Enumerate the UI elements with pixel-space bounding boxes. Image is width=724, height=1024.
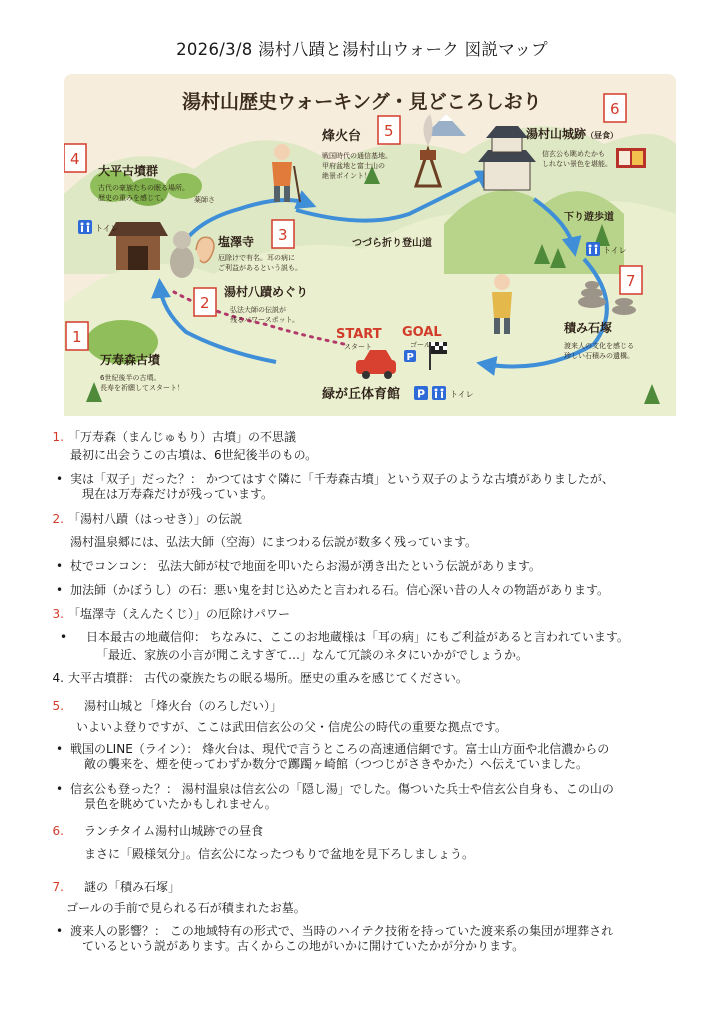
document-title: 2026/3/8 湯村八蹟と湯村山ウォーク 図説マップ [176,40,548,59]
bullet-line: 杖でコンコン： 弘法大師が杖で地面を叩いたらお湯が湧き出たという伝説があります。 [70,559,541,573]
section-6 [36,824,696,862]
svg-text:6: 6 [610,100,620,118]
section-heading: ランチタイム湯村山城跡での昼食 [84,824,264,838]
section-heading: 大平古墳群： 古代の豪族たちの眠る場所。歴史の重みを感じてください。 [68,671,468,685]
restroom-icon-gym [432,386,446,400]
bullet-line: 「最近、家族の小言が聞こえすぎて…」なんて冗談のネタにいかがでしょうか。 [96,648,529,662]
bullet-item [36,559,696,574]
place-desc-tsumiishi-2: 珍しい石積みの遺構。 [564,352,634,360]
svg-text:2: 2 [200,294,210,312]
section-intro: ゴールの手前で見られる石が積まれたお墓。 [66,901,306,915]
section-number: 5. [52,699,64,713]
place-name-tsumiishi: 積み石塚 [564,321,613,335]
bullet-dot: • [60,630,68,644]
place-desc-hasseki-1: 弘法大師の伝説が [230,306,286,314]
section-intro: 湯村温泉郷には、弘法大師（空海）にまつわる伝説が数多く残っています。 [70,535,478,549]
marker-5 [378,116,400,144]
section-heading: 「塩澤寺（えんたくじ）」の厄除けパワー [68,607,291,621]
place-name-noroshi: 烽火台 [322,129,362,144]
section-heading: 謎の「積み石塚」 [84,880,181,894]
section-4 [36,671,696,686]
bullet-line: 戦国のLINE（ライン）： 烽火台は、現代で言うところの高速通信網です。富士山方面や北信濃からの [70,742,610,756]
parking-sign [414,386,428,401]
section-intro: いよいよ登りですが、ここは武田信玄公の父・信虎公の時代の重要な拠点です。 [76,720,508,734]
start-label: START [336,327,382,342]
place-name-ohira: 大平古墳群 [98,164,159,178]
place-desc-ohira-2: 歴史の重みを感じて。 [98,194,168,202]
bullet-line: 現在は万寿森だけが残っています。 [82,487,274,501]
place-name-mansumori: 万寿森古墳 [100,353,161,367]
toilet-label-gym: トイレ [450,390,474,399]
bullet-line: 景色を眺めていたかもしれません。 [84,797,277,811]
start-label-jp: スタート [344,343,372,351]
svg-text:4: 4 [70,150,80,168]
svg-text:5: 5 [384,122,394,140]
section-heading: 「湯村八蹟（はっせき）」の伝説 [68,512,243,526]
place-desc-hasseki-2: 残るパワースポット。 [230,316,300,324]
place-desc-noroshi-1: 戦国時代の通信基地。 [322,152,392,160]
section-7 [36,880,696,954]
section-heading: 「万寿森（まんじゅもり）古墳」の不思議 [68,430,297,444]
place-desc-entakuji-1: 厄除けで有名。耳の病に [218,254,295,262]
bullet-dot: • [56,924,64,938]
yakushi-label: 薬師さ [194,196,215,204]
marker-3 [272,220,294,248]
bullet-line: 実は「双子」だった？： かつてはすぐ隣に「千寿森古墳」という双子のような古墳がありましたが、 [70,472,614,486]
place-name-entakuji: 塩澤寺 [218,235,255,249]
marker-6 [604,94,626,122]
bullet-line: 渡来人の影響？： この地域特有の形式で、当時のハイテク技術を持っていた渡来系の集団が埋葬され [70,924,614,938]
map-header: 湯村山歴史ウォーキング・見どころしおり [182,91,542,113]
goal-label: GOAL [402,325,442,340]
bento-icon [616,148,646,168]
bullet-item [36,742,696,772]
bullet-item [36,630,696,663]
descent-trail-label: 下り遊歩道 [564,212,614,223]
bullet-item [36,472,696,502]
restroom-icon-temple [78,220,92,234]
bullet-dot: • [56,583,64,597]
marker-7 [620,266,642,294]
bullet-line: 日本最古の地蔵信仰： ちなみに、ここのお地蔵様は「耳の病」にもご利益があると言われています。 [86,630,629,644]
place-desc-entakuji-2: ご利益があるという説も。 [218,264,302,272]
place-desc-mansumori-2: 長寿を祈願してスタート！ [100,384,184,392]
section-number: 6. [52,824,64,838]
restroom-icon-descent [586,242,600,256]
bullet-dot: • [56,742,64,756]
section-2 [36,512,696,598]
gym-label: 緑が丘体育館 [322,387,401,402]
bullet-line: 加法師（かぼうし）の石：悪い鬼を封じ込めたと言われる石。信心深い昔の人々の物語があります。 [70,583,610,597]
place-name-hasseki: 湯村八蹟めぐり [224,285,309,299]
bullet-dot: • [56,472,64,486]
bullet-dot: • [56,782,64,796]
section-number: 2. [52,512,64,526]
jizo-statue-icon [170,231,194,278]
svg-text:1: 1 [72,328,82,346]
place-desc-castle-2: しれない景色を堪能。 [542,160,612,168]
bullet-line: 信玄公も登った？： 湯村温泉は信玄公の「隠し湯」でした。傷ついた兵士や信玄公自身も、この山の [70,782,614,796]
section-intro: まさに「殿様気分」。信玄公になったつもりで盆地を見下ろしましょう。 [84,847,475,861]
guide-sections [36,424,696,954]
section-intro: 最初に出会うこの古墳は、6世紀後半のもの。 [70,448,318,462]
marker-4 [64,144,86,172]
place-desc-noroshi-3: 絶景ポイント！ [322,172,371,180]
place-desc-ohira-1: 古代の豪族たちの眠る場所。 [98,184,189,192]
marker-2 [194,288,216,316]
section-number: 1. [52,430,64,444]
place-name-castle: 湯村山城跡（昼食） [526,127,619,141]
marker-1 [66,322,88,350]
place-desc-mansumori-1: 6世紀後半の古墳。 [100,374,161,382]
bullet-item [36,782,696,812]
section-1 [36,430,696,502]
section-number: 7. [52,880,64,894]
bullet-dot: • [56,559,64,573]
section-number: 3. [52,607,64,621]
parking-sign-small [404,350,416,363]
section-5 [36,699,696,812]
toilet-label-temple: トイレ [95,224,119,233]
svg-text:P: P [406,352,414,363]
place-desc-tsumiishi-1: 渡来人の文化を感じる [564,342,634,350]
bullet-line: ているという説があります。古くからこの地がいかに開けていたかが分かります。 [82,939,525,953]
bullet-item [36,583,696,598]
svg-text:P: P [417,387,426,401]
toilet-label-descent: トイレ [603,246,627,255]
bullet-line: 敵の襲来を、煙を使ってわずか数分で躑躅ヶ崎館（つつじがさきやかた）へ伝えていました。 [84,757,589,771]
section-3 [36,607,696,663]
place-desc-castle-1: 信玄公も眺めたかも [542,150,605,158]
illustrated-walking-map [64,74,676,416]
section-heading: 湯村山城と「烽火台（のろしだい）」 [84,699,283,713]
section-number: 4. [52,671,64,685]
svg-text:7: 7 [626,272,636,290]
tsuzura-trail-label: つづら折り登山道 [352,238,432,249]
place-desc-noroshi-2: 甲府盆地と富士山の [322,162,385,170]
bullet-item [36,924,696,954]
svg-text:3: 3 [278,226,288,244]
goal-label-jp: ゴール [410,341,431,349]
